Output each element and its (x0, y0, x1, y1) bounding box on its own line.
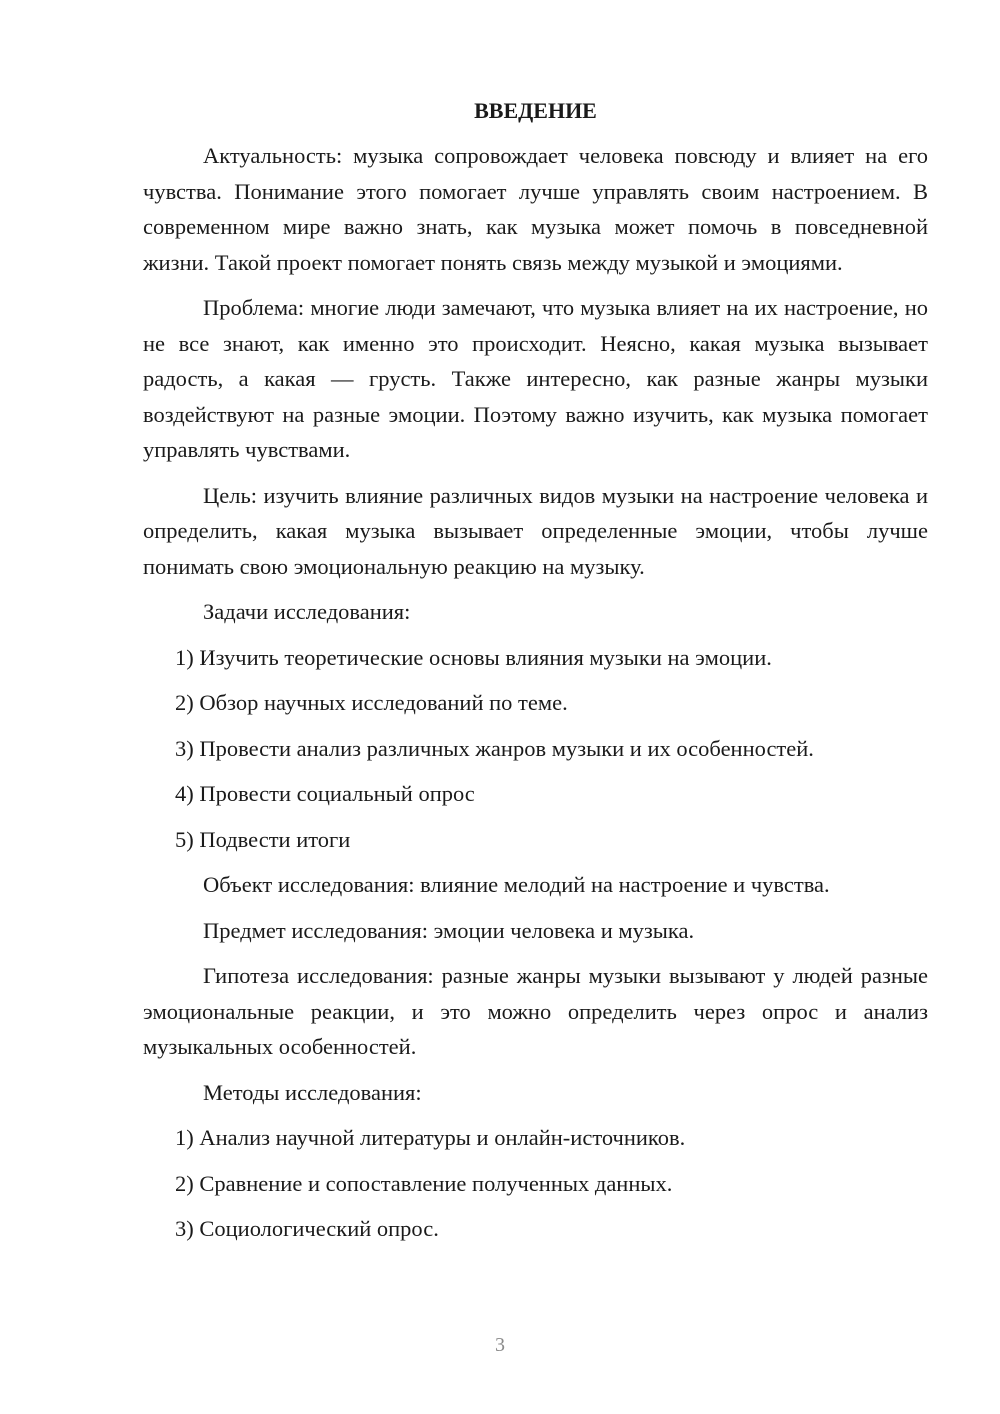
method-item: 2) Сравнение и сопоставление полученных данных. (175, 1170, 673, 1196)
page-number: 3 (495, 1334, 505, 1356)
object-paragraph: Объект исследования: влияние мелодий на настроение и чувства. (203, 872, 830, 897)
task-item: 1) Изучить теоретические основы влияния музыки на эмоции. (175, 644, 772, 670)
task-item: 2) Обзор научных исследований по теме. (175, 690, 568, 715)
goal-paragraph: Цель: изучить влияние различных видов музыки на настроение человека и определить, какая музыка вызывает определенные эмоции, чтобы лучше понимать свою эмоциональную реакцию на музыку. (143, 482, 928, 579)
method-item: 3) Социологический опрос. (175, 1216, 439, 1241)
hypothesis-paragraph: Гипотеза исследования: разные жанры музыки вызывают у людей разные эмоциональные реакции, и это можно определить через опрос и анализ музыкальных особенностей. (143, 963, 928, 1059)
task-item: 5) Подвести итоги (175, 826, 351, 852)
task-item: 3) Провести анализ различных жанров музыки и их особенностей. (175, 735, 814, 761)
relevance-paragraph: Актуальность: музыка сопровождает человека повсюду и влияет на его чувства. Понимание этого помогает лучше управлять своим настроением. В современном мире важно знать, как музыка может помочь в повседневной жизни. Такой проект помогает понять связь между музыкой и эмоциями. (143, 143, 928, 275)
section-title: ВВЕДЕНИЕ (474, 98, 597, 123)
method-item: 1) Анализ научной литературы и онлайн-источников. (175, 1125, 686, 1150)
tasks-heading: Задачи исследования: (203, 599, 411, 624)
subject-paragraph: Предмет исследования: эмоции человека и музыка. (203, 917, 695, 943)
methods-heading: Методы исследования: (203, 1079, 422, 1105)
page-content (143, 96, 928, 1257)
problem-paragraph: Проблема: многие люди замечают, что музыка влияет на их настроение, но не все знают, как именно это происходит. Неясно, какая музыка вызывает радость, а какая — грусть. Также интересно, как разные жанры музыки воздействуют на разные эмоции. Поэтому важно изучить, как музыка помогает управлять чувствами. (143, 295, 928, 462)
task-item: 4) Провести социальный опрос (175, 781, 475, 806)
